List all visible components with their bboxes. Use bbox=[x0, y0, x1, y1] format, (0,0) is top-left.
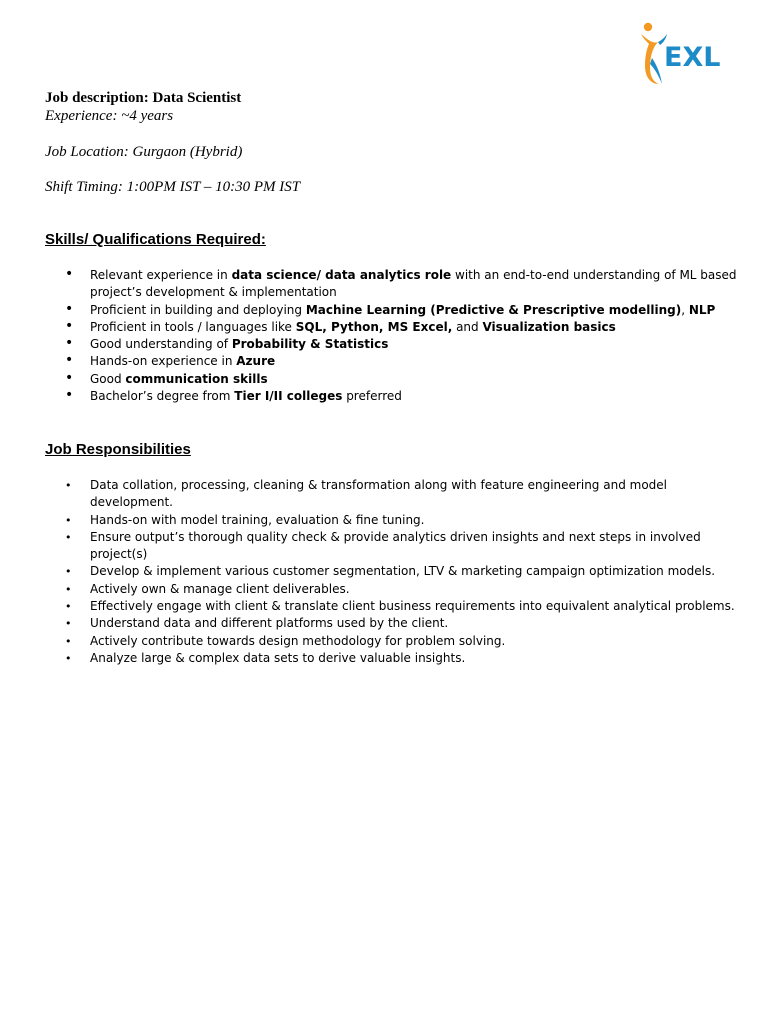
list-item: • Data collation, processing, cleaning & transformation along with feature engineering and model development. bbox=[65, 478, 667, 510]
bullet-icon: • bbox=[65, 600, 72, 614]
bullet-icon: • bbox=[65, 479, 72, 492]
list-item: • Relevant experience in data science/ data analytics role with an end-to-end understanding of ML based project’s development & implementation bbox=[65, 266, 737, 300]
bullet-icon: • bbox=[65, 617, 72, 631]
logo-text: EXL bbox=[664, 42, 721, 73]
list-item: • Proficient in tools / languages like SQL, Python, MS Excel, and Visualization basics bbox=[65, 317, 616, 334]
list-item: • Hands-on with model training, evaluation & fine tuning. bbox=[45, 512, 745, 529]
bullet-icon: • bbox=[65, 565, 72, 579]
list-item: • Ensure output’s thorough quality check & provide analytics driven insights and next steps in involved project(s) bbox=[65, 529, 701, 562]
experience-text: Experience: ~4 years bbox=[45, 108, 174, 124]
responsibilities-list bbox=[45, 477, 745, 667]
list-item: • Develop & implement various customer segmentation, LTV & marketing campaign optimization models. bbox=[45, 563, 745, 580]
responsibilities-heading: Job Responsibilities bbox=[45, 441, 191, 458]
bullet-icon: • bbox=[65, 387, 74, 404]
list-item: • Actively own & manage client deliverables. bbox=[45, 581, 745, 598]
bullet-icon: • bbox=[65, 369, 74, 386]
bullet-icon: • bbox=[65, 582, 72, 596]
page-title: Job description: Data Scientist bbox=[45, 90, 242, 106]
list-item: • Bachelor’s degree from Tier I/II colleges preferred bbox=[65, 387, 402, 404]
list-item: • Proficient in building and deploying Machine Learning (Predictive & Prescriptive modelling), NLP bbox=[65, 300, 716, 317]
list-item: • Good understanding of Probability & Statistics bbox=[65, 335, 389, 352]
location-text: Job Location: Gurgaon (Hybrid) bbox=[45, 144, 243, 160]
bullet-icon: • bbox=[65, 317, 74, 334]
bullet-icon: • bbox=[65, 634, 72, 648]
list-item: • Actively contribute towards design methodology for problem solving. bbox=[45, 633, 745, 650]
bullet-icon: • bbox=[65, 266, 74, 282]
bullet-icon: • bbox=[65, 530, 72, 544]
bullet-icon: • bbox=[65, 300, 74, 317]
bullet-icon: • bbox=[65, 352, 74, 369]
list-item: • Good communication skills bbox=[65, 369, 268, 386]
shift-text: Shift Timing: 1:00PM IST – 10:30 PM IST bbox=[45, 179, 301, 195]
bullet-icon: • bbox=[65, 513, 72, 527]
list-item: • Analyze large & complex data sets to derive valuable insights. bbox=[45, 650, 745, 667]
list-item: • Hands-on experience in Azure bbox=[65, 352, 276, 369]
list-item: • Understand data and different platforms used by the client. bbox=[45, 615, 745, 632]
bullet-icon: • bbox=[65, 651, 72, 665]
skills-list bbox=[45, 267, 745, 405]
bullet-icon: • bbox=[65, 335, 74, 352]
list-item: • Effectively engage with client & translate client business requirements into equivalent analytical problems. bbox=[45, 598, 745, 615]
exl-logo bbox=[636, 18, 742, 88]
skills-heading: Skills/ Qualifications Required: bbox=[45, 231, 266, 248]
